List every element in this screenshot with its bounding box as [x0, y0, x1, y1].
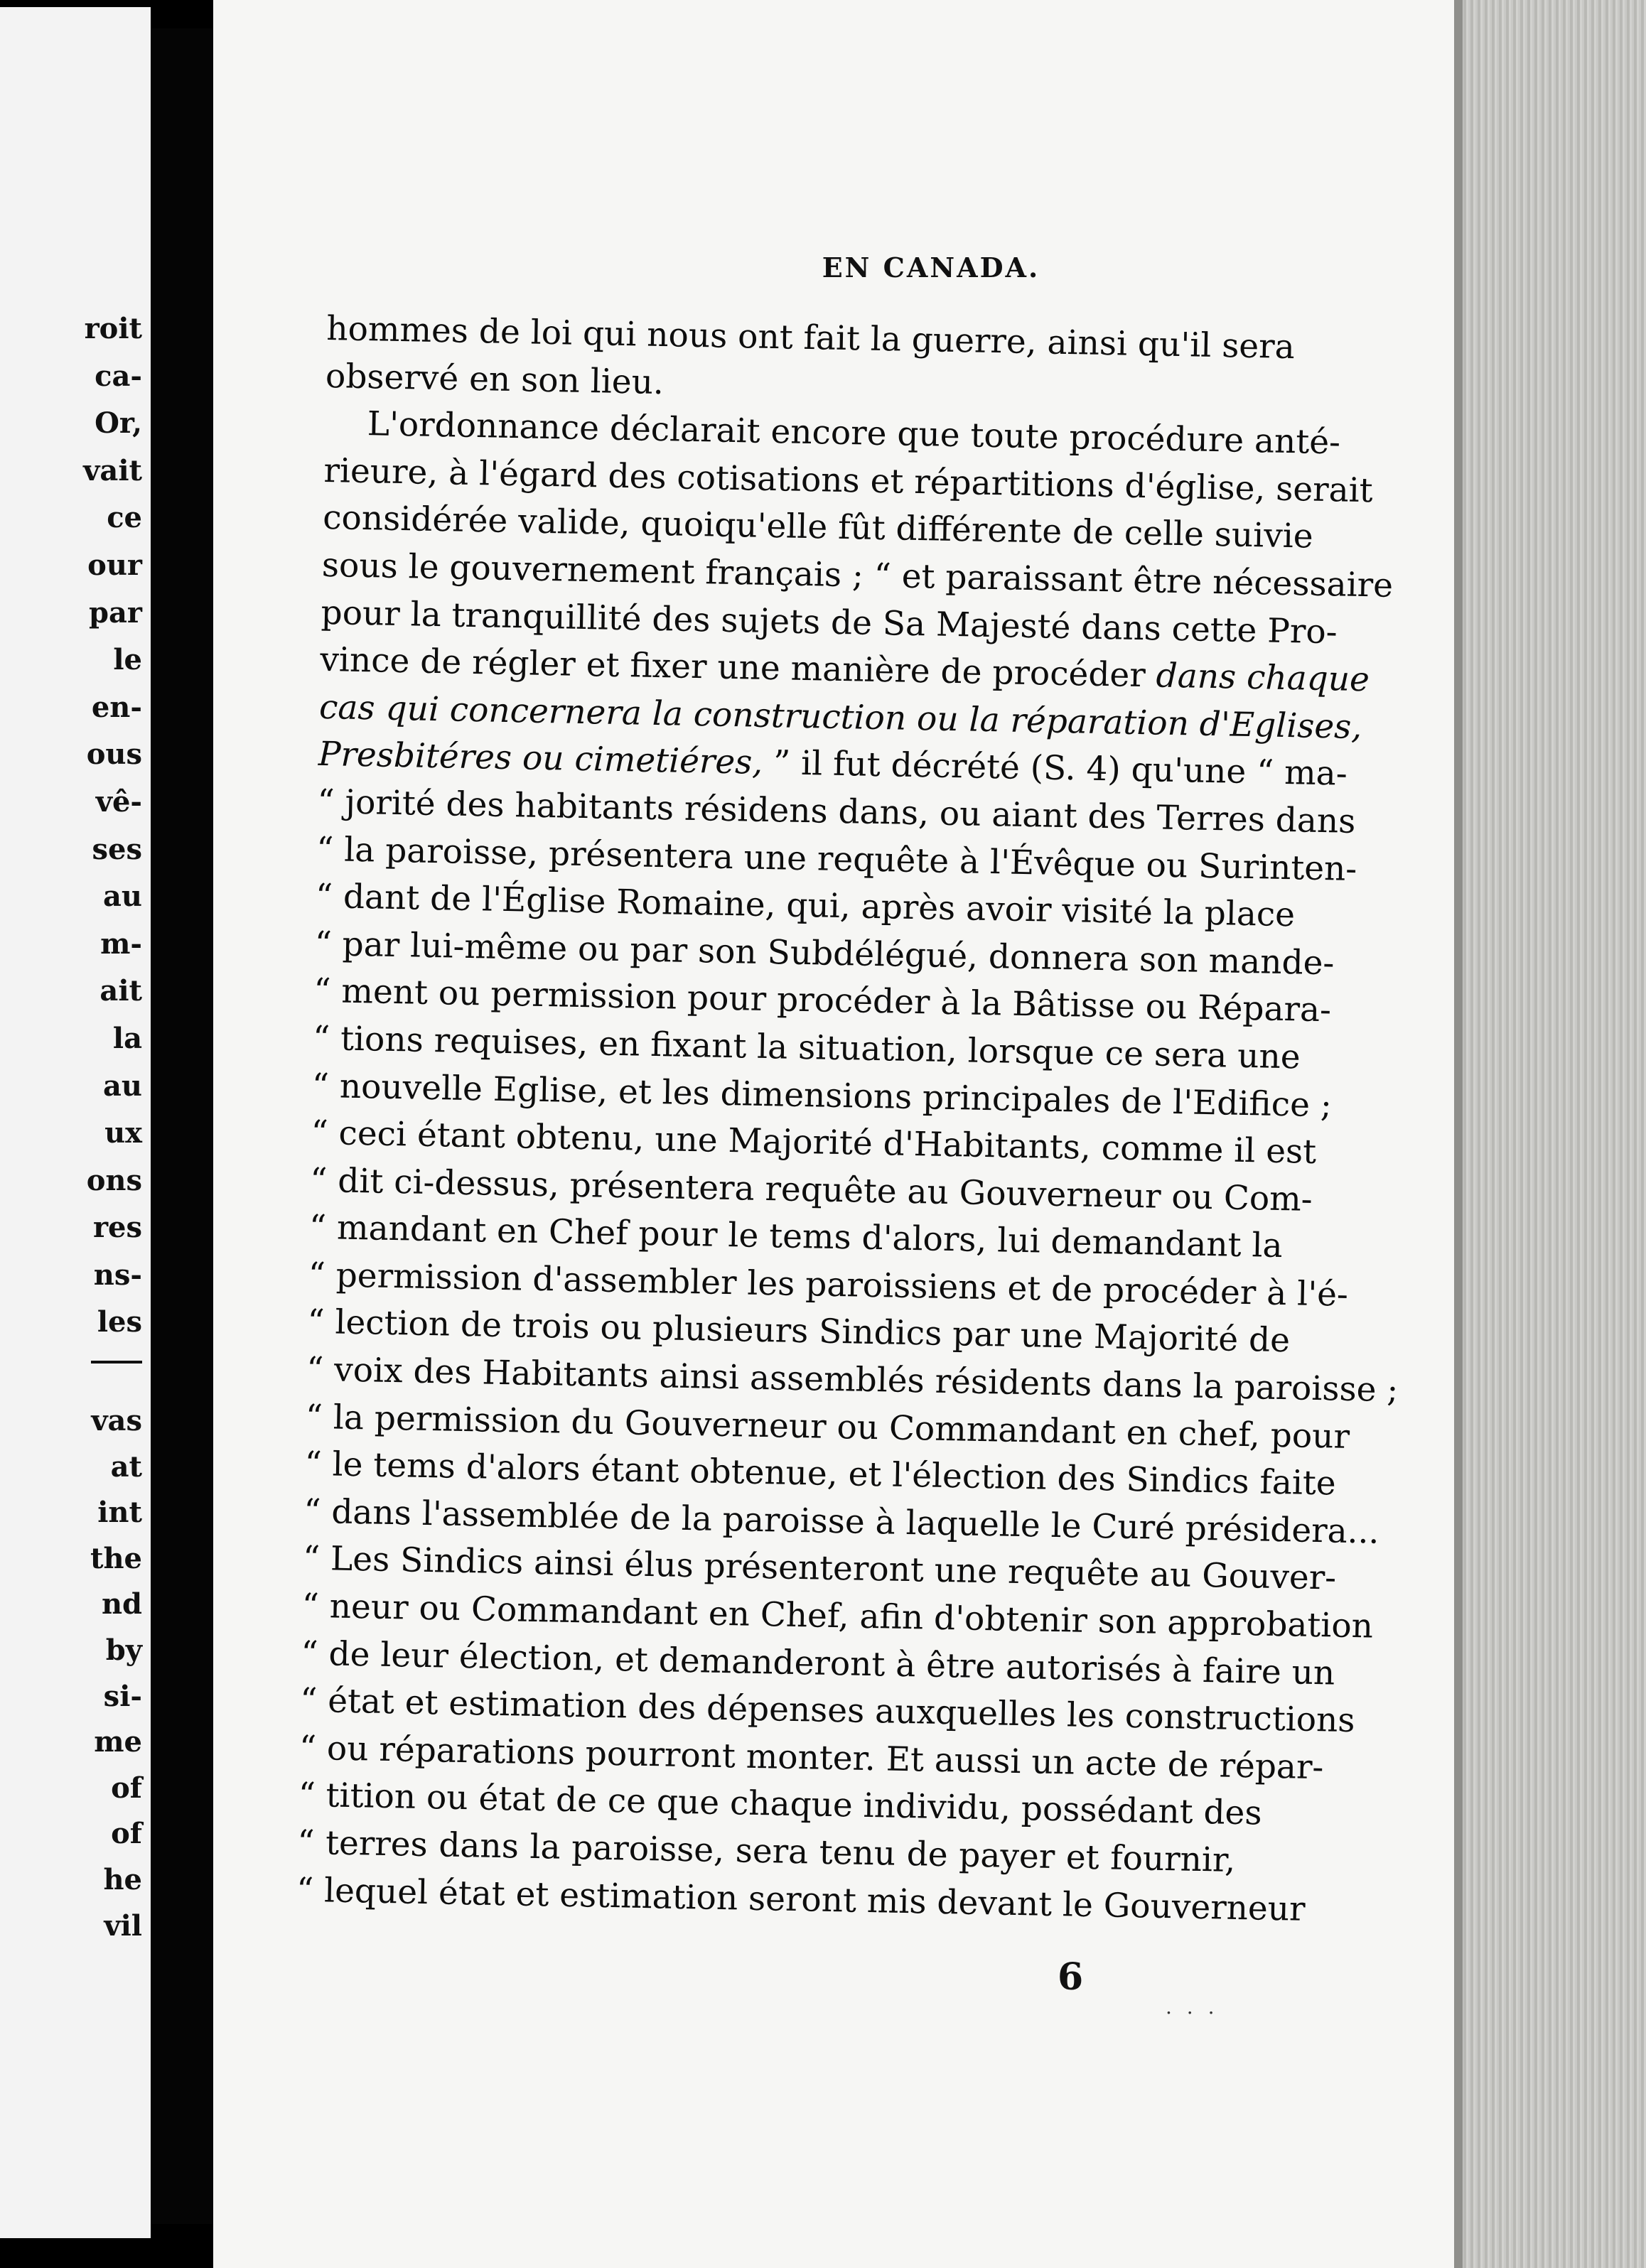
- left-fragment: vê-: [95, 784, 142, 819]
- right-page: [213, 0, 1646, 2268]
- left-fragment: les: [97, 1305, 142, 1339]
- left-fragment: int: [97, 1496, 142, 1530]
- left-fragment: par: [89, 595, 142, 630]
- text-run: vince de régler et fixer une manière de procéder: [319, 640, 1146, 696]
- text-line: “ Les Sindics ainsi élus présenteront une requête au Gouver-: [302, 1539, 1337, 1599]
- left-fragment: he: [103, 1862, 142, 1896]
- left-fragment: vil: [104, 1908, 142, 1943]
- left-fragment: me: [94, 1725, 142, 1759]
- text-line: “ dant de l'Église Romaine, qui, après avoir visité la place: [315, 876, 1296, 935]
- running-header: EN CANADA.: [822, 252, 1040, 284]
- left-fragment: la: [112, 1021, 142, 1055]
- text-line: “ ment ou permission pour procéder à la Bâtisse ou Répara-: [313, 971, 1332, 1030]
- left-fragment: ns-: [93, 1258, 142, 1292]
- text-line: “ par lui-même ou par son Subdélégué, donnera son mande-: [314, 924, 1335, 983]
- left-fragment: vas: [91, 1404, 142, 1437]
- text-line: “ neur ou Commandant en Chef, afin d'obtenir son approbation: [301, 1586, 1374, 1646]
- section-rule: [91, 1361, 142, 1364]
- left-fragment: ses: [92, 832, 142, 866]
- left-fragment: ait: [99, 974, 142, 1008]
- left-page-upper-text: [83, 306, 142, 1381]
- text-line: “ la paroisse, présentera une requête à l'Évêque ou Surinten-: [316, 829, 1357, 889]
- text-line: “ état et estimation des dépenses auxquelles les constructions: [299, 1680, 1355, 1741]
- left-fragment: ca-: [95, 359, 142, 393]
- text-line: “ lequel état et estimation seront mis devant le Gouverneur: [296, 1870, 1306, 1929]
- text-run: ” il fut décrété (S. 4) qu'une “ ma-: [773, 743, 1348, 794]
- italic-text-run: dans chaque: [1156, 656, 1370, 700]
- left-fragment: of: [111, 1771, 142, 1805]
- text-line: “ tions requises, en fixant la situation, lorsque ce sera une: [312, 1018, 1301, 1077]
- text-line: “ terres dans la paroisse, sera tenu de payer et fournir,: [296, 1822, 1236, 1880]
- left-fragment: the: [90, 1541, 142, 1575]
- left-fragment: by: [105, 1633, 142, 1667]
- left-fragment: en-: [91, 690, 142, 724]
- text-line: “ de leur élection, et demanderont à être autorisés à faire un: [301, 1634, 1335, 1693]
- left-fragment: au: [103, 1069, 142, 1103]
- book-gutter: [151, 28, 215, 2224]
- left-fragment: at: [110, 1449, 142, 1484]
- text-line: L'ordonnance déclarait encore que toute procédure anté-: [367, 404, 1341, 463]
- page-number: 6: [1058, 1955, 1084, 1999]
- text-line: hommes de loi qui nous ont fait la guerre, ainsi qu'il sera: [326, 308, 1296, 367]
- left-fragment: nd: [101, 1587, 142, 1621]
- text-line: rieure, à l'égard des cotisations et répartitions d'église, serait: [323, 450, 1374, 511]
- text-line: “ voix des Habitants ainsi assemblés résidents dans la paroisse ;: [306, 1349, 1399, 1410]
- left-fragment: res: [92, 1211, 142, 1245]
- text-line: cas qui concernera la construction ou la réparation d'Eglises,: [318, 687, 1362, 747]
- italic-text-run: Presbitéres ou cimetiéres,: [318, 735, 763, 783]
- left-fragment: ous: [86, 738, 142, 772]
- page-body-text: [296, 306, 1399, 1932]
- page-block-edge: [1454, 0, 1646, 2268]
- text-line: “ mandant en Chef pour le tems d'alors, lui demandant la: [308, 1208, 1284, 1266]
- text-line: “ dit ci-dessus, présentera requête au Gouverneur ou Com-: [309, 1160, 1313, 1219]
- text-line: “ dans l'assemblée de la paroisse à laquelle le Curé présidera...: [303, 1491, 1380, 1552]
- text-line: “ jorité des habitants résidens dans, ou aiant des Terres dans: [317, 782, 1356, 841]
- left-page-lower-text: [90, 1398, 142, 1949]
- text-line: “ la permission du Gouverneur ou Commandant en chef, pour: [305, 1397, 1350, 1457]
- text-line: sous le gouvernement français ; “ et paraissant être nécessaire: [321, 545, 1394, 605]
- left-fragment: our: [87, 548, 142, 582]
- text-line: observé en son lieu.: [325, 356, 665, 402]
- print-speck: . . .: [1166, 1995, 1219, 2019]
- text-line: “ ceci étant obtenu, une Majorité d'Habitants, comme il est: [311, 1113, 1317, 1172]
- text-line: “ nouvelle Eglise, et les dimensions principales de l'Edifice ;: [311, 1066, 1333, 1125]
- left-fragment: si-: [103, 1679, 142, 1713]
- text-line: “ lection de trois ou plusieurs Sindics par une Majorité de: [307, 1302, 1291, 1361]
- text-line: “ le tems d'alors étant obtenue, et l'élection des Sindics faite: [304, 1444, 1337, 1503]
- text-line: “ permission d'assembler les paroissiens et de procéder à l'é-: [308, 1255, 1349, 1314]
- left-page-fragment: [0, 7, 151, 2238]
- text-line: considérée valide, quoiqu'elle fût différente de celle suivie: [322, 498, 1314, 557]
- text-line: pour la tranquillité des sujets de Sa Majesté dans cette Pro-: [321, 593, 1338, 652]
- left-fragment: au: [103, 880, 142, 914]
- left-fragment: ux: [104, 1116, 142, 1150]
- left-fragment: ce: [107, 501, 142, 535]
- left-fragment: le: [113, 643, 142, 677]
- text-line: “ ou réparations pourront monter. Et aussi un acte de répar-: [298, 1728, 1324, 1788]
- left-fragment: ons: [86, 1163, 142, 1197]
- text-line: “ tition ou état de ce que chaque individu, possédant des: [298, 1776, 1263, 1834]
- left-fragment: Or,: [95, 406, 142, 441]
- left-fragment: m-: [100, 927, 142, 961]
- left-fragment: vait: [83, 453, 142, 487]
- left-fragment: of: [111, 1817, 142, 1851]
- left-fragment: roit: [84, 312, 142, 345]
